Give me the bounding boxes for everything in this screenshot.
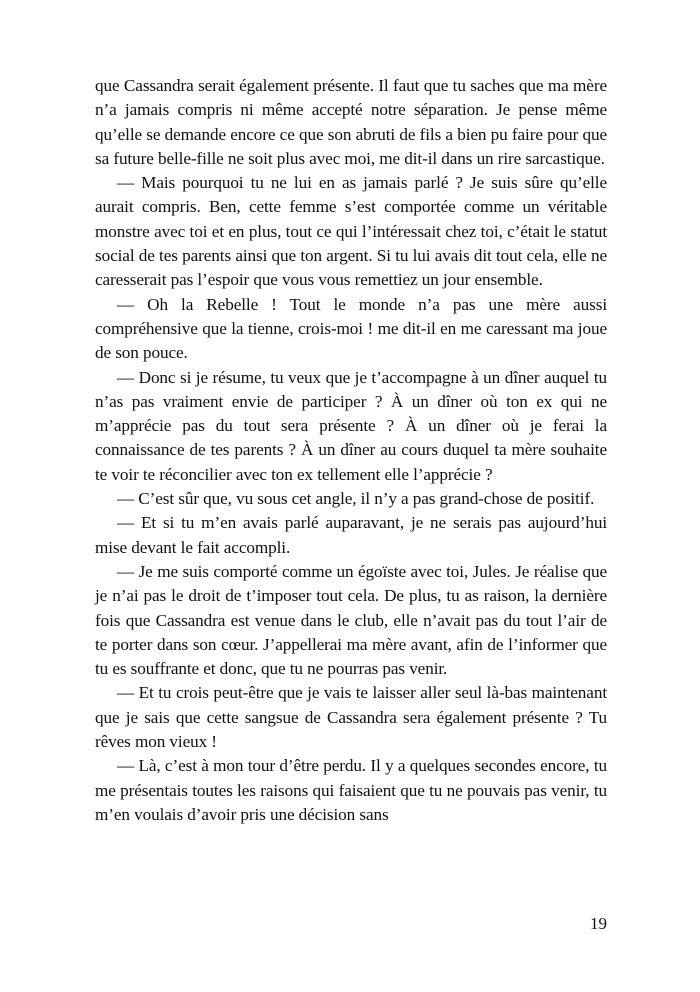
paragraph-dialogue: — Oh la Rebelle ! Tout le monde n’a pas une mère aussi compréhensive que la tienne, crois-moi ! me dit-il en me caressant ma joue de son pouce. bbox=[95, 294, 607, 363]
paragraph-dialogue: — Donc si je résume, tu veux que je t’accompagne à un dîner auquel tu n’as pas vraiment envie de participer ? À un dîner où ton ex qui ne m’apprécie pas du tout sera présente ? À un dîner où je ferai la connaissance de tes parents ? À un dîner au cours duquel ta mère souhaite te voir te réconcilier avec ton ex tellement elle l’apprécie ? bbox=[95, 367, 607, 484]
paragraph-dialogue: — Et si tu m’en avais parlé auparavant, je ne serais pas aujourd’hui mise devant le fait accompli. bbox=[95, 513, 607, 557]
paragraph-dialogue: — Et tu crois peut-être que je vais te laisser aller seul là-bas maintenant que je sais que cette sangsue de Cassandra sera également présente ? Tu rêves mon vieux ! bbox=[95, 683, 607, 752]
paragraph-dialogue: — Je me suis comporté comme un égoïste avec toi, Jules. Je réalise que je n’ai pas le droit de t’imposer tout cela. De plus, tu as raison, la dernière fois que Cassandra est venue dans le club, elle n’avait pas du tout l’air de te porter dans son cœur. J’appellerai ma mère avant, afin de l’informer que tu es souffrante et donc, que tu ne pourras pas venir. bbox=[95, 561, 607, 679]
paragraph-dialogue: — C’est sûr que, vu sous cet angle, il n’y a pas grand-chose de positif. bbox=[117, 489, 595, 509]
paragraph-continuation: que Cassandra serait également présente. Il faut que tu saches que ma mère n’a jamais compris ni même accepté notre séparation. Je pense même qu’elle se demande encore ce que son abruti de fils a bien pu faire pour que sa future belle-fille ne soit plus avec moi, me dit-il dans un rire sarcastique. bbox=[95, 76, 607, 168]
body-text bbox=[95, 74, 607, 827]
paragraph-dialogue: — Mais pourquoi tu ne lui en as jamais parlé ? Je suis sûre qu’elle aurait compris. Ben, cette femme s’est comportée comme un véritable monstre avec toi et en plus, tout ce qui l’intéressait chez toi, c’était le statut social de tes parents ainsi que ton argent. Si tu lui avais dit tout cela, elle ne caresserait pas l’espoir que vous vous remettiez un jour ensemble. bbox=[95, 173, 607, 290]
paragraph-dialogue: — Là, c’est à mon tour d’être perdu. Il y a quelques secondes encore, tu me présentais toutes les raisons qui faisaient que tu ne pouvais pas venir, tu m’en voulais d’avoir pris une décision sans bbox=[95, 756, 607, 824]
page-number: 19 bbox=[590, 914, 607, 933]
